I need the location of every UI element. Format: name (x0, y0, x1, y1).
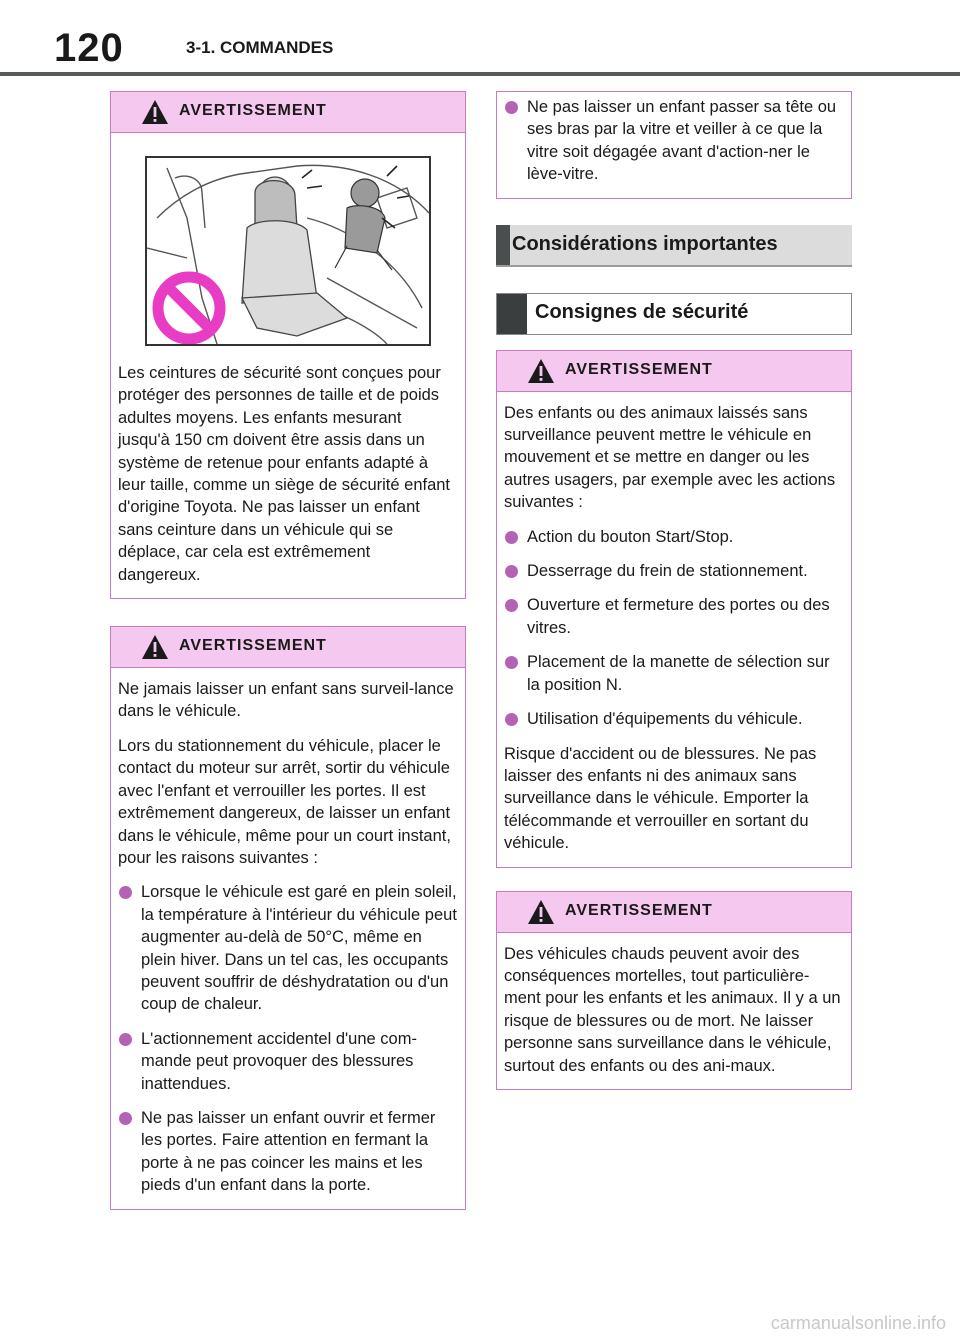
header-rule (0, 72, 960, 76)
warning-triangle-icon (141, 99, 169, 125)
list-item: L'actionnement accidentel d'une com-mande peut provoquer des blessures inattendues. (118, 1028, 457, 1095)
list-item: Action du bouton Start/Stop. (504, 526, 843, 548)
warning-body (111, 668, 465, 1209)
warning-title: AVERTISSEMENT (179, 637, 327, 655)
list-item: Lorsque le véhicule est garé en plein soleil, la température à l'intérieur du véhicule peut augmenter au-delà de 50°C, même en plein hiver. Dans un tel cas, les occupants peuvent souffrir de déshydratation ou d'un coup de chaleur. (118, 881, 457, 1015)
heading-safety-instructions: Consignes de sécurité (496, 293, 852, 335)
heading-bar (497, 294, 527, 334)
warning-title: AVERTISSEMENT (565, 901, 713, 919)
bullet-dot-icon (505, 531, 518, 544)
list-item: Ne pas laisser un enfant passer sa tête ou ses bras par la vitre et veiller à ce que la vitre soit dégagée avant d'action-ner le lève-vitre. (504, 96, 843, 186)
heading-bar (496, 225, 510, 265)
bullet-dot-icon (505, 565, 518, 578)
page-header (0, 0, 960, 80)
warning-paragraph: Ne jamais laisser un enfant sans surveil-lance dans le véhicule. (118, 680, 454, 721)
bullet-dot-icon (505, 656, 518, 669)
warning-header (497, 351, 851, 392)
section-title: 3-1. COMMANDES (186, 38, 334, 57)
bullet-dot-icon (505, 101, 518, 114)
page-number: 120 (54, 26, 124, 70)
warning-header (497, 892, 851, 933)
right-column (496, 91, 852, 1117)
warning-box-hot-vehicles (496, 891, 852, 1090)
child-lap-prohibited-icon (147, 158, 429, 344)
child-in-car-illustration (145, 156, 431, 346)
warning-header (111, 92, 465, 133)
bullet-dot-icon (119, 1112, 132, 1125)
warning-paragraph: Des véhicules chauds peuvent avoir des conséquences mortelles, tout particulière-ment pour les enfants et les animaux. Il y a un risque de blessures ou de mort. Ne laisser personne sans surveillance dans le véhicule, surtout des enfants ou des ani-maux. (504, 944, 841, 1075)
warning-title: AVERTISSEMENT (179, 102, 327, 119)
warning-title: AVERTISSEMENT (565, 360, 713, 378)
warning-triangle-icon (527, 358, 555, 384)
heading-important-considerations: Considérations importantes (496, 225, 852, 267)
warning-box-unattended-child (110, 626, 466, 1210)
list-item: Placement de la manette de sélection sur la position N. (504, 651, 843, 696)
list-item: Ouverture et fermeture des portes ou des vitres. (504, 594, 843, 639)
warning-body (497, 92, 851, 198)
warning-body (111, 133, 465, 598)
warning-paragraph: Lors du stationnement du véhicule, placer le contact du moteur sur arrêt, sortir du véhicule avec l'enfant et verrouiller les portes. Il est extrêmement dangereux, de laisser un enfant dans le véhicule, même pour un court instant, pour les raisons suivantes : (118, 736, 451, 867)
list-item: Desserrage du frein de stationnement. (504, 560, 843, 582)
warning-paragraph: Risque d'accident ou de blessures. Ne pas laisser des enfants ni des animaux sans surveillance dans le véhicule. Emporter la télécommande et verrouiller en sortant du véhicule. (504, 744, 817, 853)
warning-header (111, 627, 465, 668)
left-column (110, 91, 466, 1237)
warning-box-unattended-children-animals (496, 350, 852, 868)
warning-body (497, 392, 851, 867)
warning-box-continuation (496, 91, 852, 199)
warning-body (497, 933, 851, 1089)
watermark: carmanualsonline.info (770, 1313, 946, 1333)
warning-text: Les ceintures de sécurité sont conçues pour protéger des personnes de taille et de poids adultes moyens. Les enfants mesurant jusqu'à 150 cm doivent être assis dans un système de retenue pour enfants adapté à leur taille, comme un siège de sécurité enfant d'origine Toyota. Ne pas laisser un enfant sans ceinture dans un véhicule qui se déplace, car cela est extrêmement dangereux. (118, 364, 451, 584)
warning-box-seatbelts (110, 91, 466, 599)
bullet-dot-icon (119, 1033, 132, 1046)
bullet-dot-icon (119, 886, 132, 899)
warning-paragraph: Des enfants ou des animaux laissés sans surveillance peuvent mettre le véhicule en mouvement et se mettre en danger ou les autres usagers, par exemple avec les actions suivantes : (504, 403, 836, 512)
warning-triangle-icon (527, 899, 555, 925)
bullet-dot-icon (505, 713, 518, 726)
list-item: Ne pas laisser un enfant ouvrir et fermer les portes. Faire attention en fermant la porte à ne pas coincer les mains et les pieds d'un enfant dans la porte. (118, 1107, 457, 1197)
bullet-dot-icon (505, 599, 518, 612)
list-item: Utilisation d'équipements du véhicule. (504, 708, 843, 730)
warning-triangle-icon (141, 634, 169, 660)
